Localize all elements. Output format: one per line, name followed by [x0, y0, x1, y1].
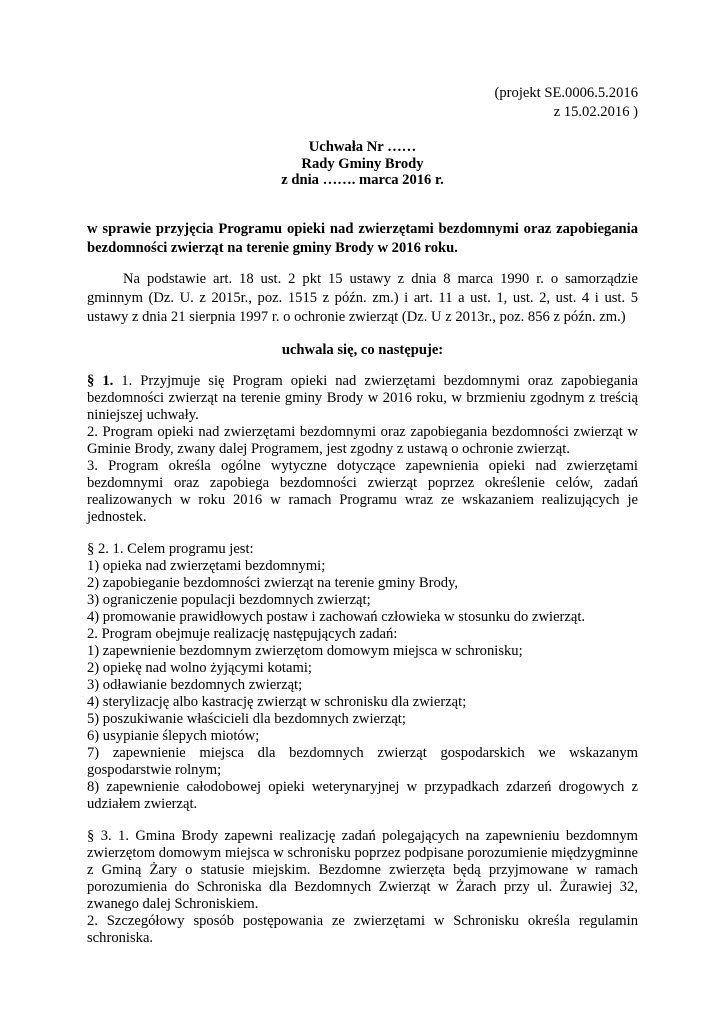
task-item: 5) poszukiwanie właścicieli dla bezdomnych zwierząt;	[87, 711, 406, 727]
resolves-heading: uchwala się, co następuje:	[281, 342, 444, 358]
section-2-intro: § 2. 1. Celem programu jest:	[87, 541, 254, 557]
section-3-para-2: 2. Szczegółowy sposób postępowania ze zwierzętami w Schronisku określa regulamin schroniska.	[87, 913, 638, 946]
section-1-para-1	[87, 373, 638, 424]
resolution-title	[0, 139, 725, 189]
goal-item: 3) ograniczenie populacji bezdomnych zwierząt;	[87, 592, 371, 608]
project-number: (projekt SE.0006.5.2016	[494, 85, 638, 101]
task-item: 6) usypianie ślepych miotów;	[87, 728, 260, 744]
resolution-date: z dnia ……. marca 2016 r.	[281, 172, 444, 188]
tasks-intro: 2. Program obejmuje realizację następujących zadań:	[87, 626, 398, 642]
resolution-number: Uchwała Nr ……	[308, 139, 417, 155]
task-item: 2) opiekę nad wolno żyjącymi kotami;	[87, 660, 312, 676]
legal-basis	[87, 270, 638, 327]
goal-item: 2) zapobieganie bezdomności zwierząt na terenie gminy Brody,	[87, 575, 459, 591]
task-item-8: 8) zapewnienie całodobowej opieki weterynaryjnej w przypadkach zdarzeń drogowych z udziałem zwierząt.	[87, 779, 638, 812]
section-3-para-1: § 3. 1. Gmina Brody zapewni realizację zadań polegających na zapewnieniu bezdomnym zwierzętom domowym miejsca w schronisku poprzez podpisane porozumienie międzygminne z Gminą Żary o statusie miejskim. Bezdomne zwierzęta będą przyjmowane w ramach porozumienia do Schroniska dla Bezdomnych Zwierząt w Żarach przy ul. Żurawiej 32, zwanego dalej Schroniskiem.	[87, 828, 638, 912]
goal-item: 4) promowanie prawidłowych postaw i zachowań człowieka w stosunku do zwierząt.	[87, 609, 586, 625]
task-item: 4) sterylizację albo kastrację zwierząt w schronisku dla zwierząt;	[87, 694, 467, 710]
section-1-para-3: 3. Program określa ogólne wytyczne dotyczące zapewnienia opieki nad zwierzętami bezdomnymi oraz zapobiega bezdomności zwierząt poprzez określenie celów, zadań realizowanych w roku 2016 w ramach Programu wraz ze wskazaniem realizujących je jednostek.	[87, 458, 638, 525]
section-1-para-2: 2. Program opieki nad zwierzętami bezdomnymi oraz zapobiegania bezdomności zwierząt w Gminie Brody, zwany dalej Programem, jest zgodny z ustawą o ochronie zwierząt.	[87, 424, 638, 457]
task-item: 3) odławianie bezdomnych zwierząt;	[87, 677, 303, 693]
task-item: 1) zapewnienie bezdomnym zwierzętom domowym miejsca w schronisku;	[87, 643, 523, 659]
task-item-7: 7) zapewnienie miejsca dla bezdomnych zwierząt gospodarskich we wskazanym gospodarstwie rolnym;	[87, 745, 638, 778]
project-date: z 15.02.2016 )	[553, 104, 638, 120]
legal-basis-text: Na podstawie art. 18 ust. 2 pkt 15 ustawy z dnia 8 marca 1990 r. o samorządzie gminnym (Dz. U. z 2015r., poz. 1515 z późn. zm.) i art. 11 a ust. 1, ust. 2, ust. 4 i ust. 5 ustawy z dnia 21 sierpnia 1997 r. o ochronie zwierząt (Dz. U z 2013r., poz. 856 z późn. zm.)	[87, 271, 638, 325]
section-1-mark: § 1.	[87, 373, 114, 389]
section-1-para-1-text: 1. Przyjmuje się Program opieki nad zwierzętami bezdomnymi oraz zapobiegania bezdomności zwierząt na terenie gminy Brody w 2016 roku, w brzmieniu zgodnym z treścią niniejszej uchwały.	[87, 373, 638, 423]
section-2	[87, 541, 638, 813]
council-name: Rady Gminy Brody	[301, 155, 424, 172]
section-1	[87, 373, 638, 526]
resolution-subject: w sprawie przyjęcia Programu opieki nad zwierzętami bezdomnymi oraz zapobiegania bezdomności zwierząt na terenie gminy Brody w 2016 roku.	[87, 221, 638, 256]
project-reference	[495, 84, 639, 122]
goal-item: 1) opieka nad zwierzętami bezdomnymi;	[87, 558, 326, 574]
section-3	[87, 828, 638, 947]
